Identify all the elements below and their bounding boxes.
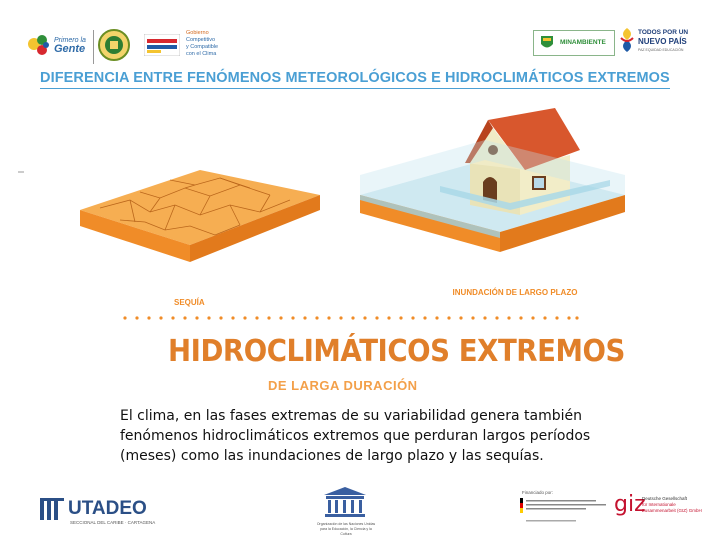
drought-ground-icon [80,170,320,262]
bmub-label: Financiado por: [522,490,554,495]
gobierno-competitivo-text: Gobierno Competitivo y Compatible con el Clima [186,30,219,57]
drought-flood-illustration [0,96,720,336]
label-drought: SEQUÍA [174,298,205,307]
flooded-house-icon [360,108,625,252]
header-logos [0,0,720,66]
giz-text: Deutsche Gesellschaft für Internationale Zusammenarbeit (GIZ) GmbH [642,496,702,513]
dotted-separator [123,316,578,319]
title-underline [40,88,670,89]
gobierno-flag-icon [144,34,180,56]
minambiente-text: MINAMBIENTE [560,39,606,46]
label-flood: INUNDACIÓN DE LARGO PLAZO [452,288,578,297]
utadeo-sub: SECCIONAL DEL CARIBE · CARTAGENA [70,520,156,525]
slide-title: DIFERENCIA ENTRE FENÓMENOS METEOROLÓGICOS E HIDROCLIMÁTICOS EXTREMOS [40,70,670,86]
footer-logos [0,486,720,540]
primero-la-gente-logo [24,30,54,60]
unesco-sub: Organización de las Naciones Unidas para la Educación, la Ciencia y la Cultura [316,522,376,536]
nuevo-pais-icon [617,26,637,54]
german-ministry-logo [520,498,610,526]
primero-la-gente-text: Primero la Gente [54,37,86,55]
unesco-temple-icon [322,486,368,518]
nuevo-pais-text: TODOS POR UN NUEVO PAÍS PAZ EQUIDAD EDUCACIÓN [638,29,689,52]
colombia-shield-icon [540,35,554,51]
utadeo-icon [40,498,66,522]
gobernacion-seal-icon [97,28,131,62]
logo-divider [93,30,94,64]
sub-heading: DE LARGA DURACIÓN [268,378,418,393]
minambiente-logo [533,30,615,56]
giz-name: giz [614,492,646,517]
main-heading: HIDROCLIMÁTICOS EXTREMOS [168,334,625,369]
utadeo-name: UTADEO [68,498,147,519]
caption-text: El clima, en las fases extremas de su variabilidad genera también fenómenos hidroclimáticos extremos que perduran largos períodos (meses) como las inundaciones de largo plazo y las sequías. [120,408,591,464]
